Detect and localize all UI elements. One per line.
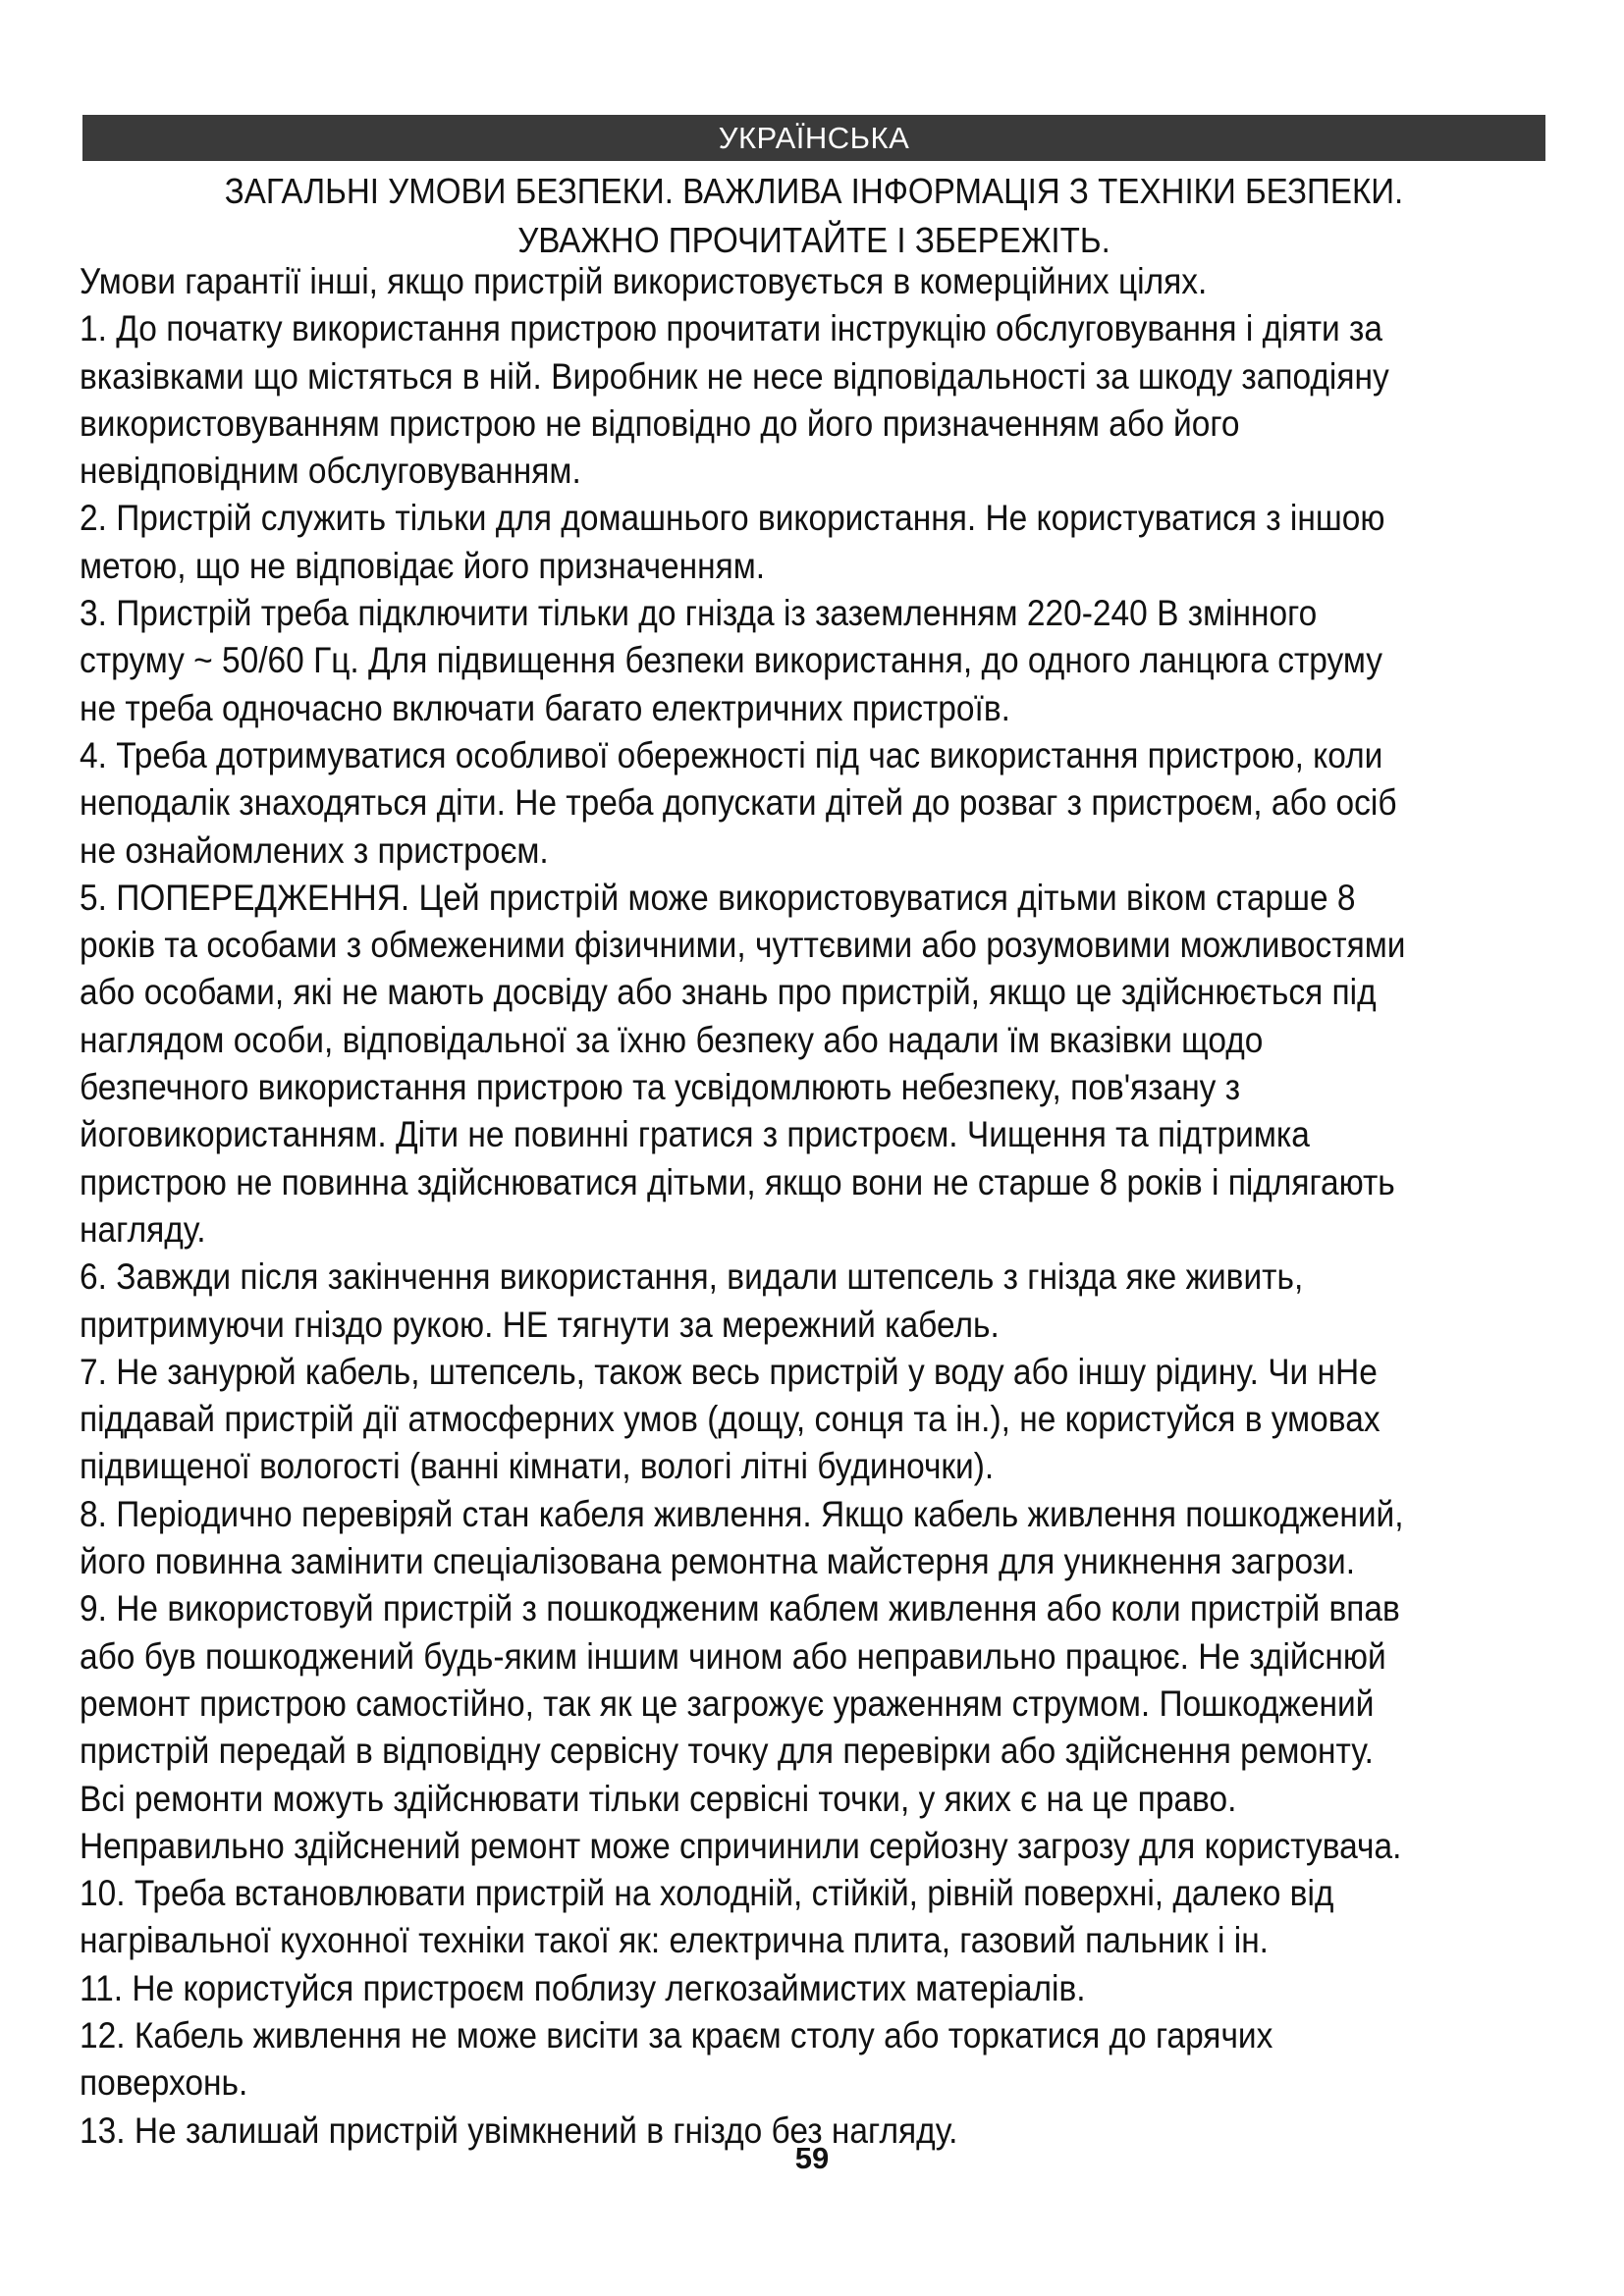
instruction-paragraph: [80, 305, 1466, 495]
safety-title: [141, 167, 1488, 265]
instruction-paragraph: [80, 875, 1466, 1254]
paragraph-line: невідповідним обслуговуванням.: [80, 451, 581, 492]
paragraph-line: неподалік знаходяться діти. Не треба допускати дітей до розваг з пристроєм, або осіб: [80, 782, 1397, 824]
paragraph-line: 6. Завжди після закінчення використання, видали штепсель з гнізда яке живить,: [80, 1256, 1304, 1298]
paragraph-line: не ознайомлених з пристроєм.: [80, 829, 549, 871]
paragraph-line: струму ~ 50/60 Гц. Для підвищення безпеки використання, до одного ланцюга струму: [80, 640, 1383, 681]
paragraph-line: 3. Пристрій треба підключити тільки до гнізда із заземленням 220-240 В змінного: [80, 593, 1318, 634]
safety-instructions-body: [80, 258, 1466, 2155]
instruction-paragraph: [80, 590, 1466, 732]
paragraph-line: 2. Пристрій служить тільки для домашнього використання. Не користуватися з іншою: [80, 498, 1385, 539]
paragraph-line: притримуючи гніздо рукою. НЕ тягнути за мережний кабель.: [80, 1304, 1000, 1345]
paragraph-line: не треба одночасно включати багато електричних пристроїв.: [80, 687, 1010, 728]
paragraph-line: 1. До початку використання пристрою прочитати інструкцію обслуговування і діяти за: [80, 308, 1383, 349]
paragraph-line: Умови гарантії інші, якщо пристрій використовується в комерційних цілях.: [80, 261, 1208, 301]
page-number: 59: [794, 2141, 830, 2175]
paragraph-line: 13. Не залишай пристрій увімкнений в гніздо без нагляду.: [80, 2109, 958, 2151]
paragraph-line: або особами, які не мають досвіду або знань про пристрій, якщо це здійснюється під: [80, 972, 1377, 1013]
paragraph-line: 4. Треба дотримуватися особливої обережності під час використання пристрою, коли: [80, 734, 1383, 775]
instruction-paragraph: [80, 258, 1466, 305]
paragraph-line: років та особами з обмеженими фізичними, чуттєвими або розумовими можливостями: [80, 925, 1406, 966]
instruction-paragraph: [80, 1585, 1466, 1870]
paragraph-line: ремонт пристрою самостійно, так як це загрожує ураженням струмом. Пошкоджений: [80, 1682, 1375, 1724]
paragraph-line: або був пошкоджений будь-яким іншим чином або неправильно працює. Не здійснюй: [80, 1635, 1386, 1677]
paragraph-line: 7. Не занурюй кабель, штепсель, також весь пристрій у воду або іншу рідину. Чи нНе: [80, 1351, 1378, 1392]
paragraph-line: вказівками що містяться в ній. Виробник не несе відповідальності за шкоду заподіяну: [80, 355, 1389, 397]
paragraph-line: наглядом особи, відповідальної за їхню безпеку або надали їм вказівки щодо: [80, 1019, 1264, 1060]
instruction-paragraph: [80, 1870, 1466, 1965]
paragraph-line: метою, що не відповідає його призначенням.: [80, 545, 766, 586]
paragraph-line: Всі ремонти можуть здійснювати тільки сервісні точки, у яких є на це право.: [80, 1778, 1237, 1819]
paragraph-line: 11. Не користуйся пристроєм поблизу легкозаймистих матеріалів.: [80, 1967, 1086, 2008]
instruction-paragraph: [80, 1349, 1466, 1491]
paragraph-line: підвищеної вологості (ванні кімнати, вологі літні будиночки).: [80, 1446, 995, 1487]
paragraph-line: нагрівальної кухонної техніки такої як: електрична плита, газовий пальник і ін.: [80, 1920, 1269, 1961]
paragraph-line: пристрою не повинна здійснюватися дітьми, якщо вони не старше 8 років і підлягають: [80, 1161, 1395, 1202]
paragraph-line: 10. Треба встановлювати пристрій на холодній, стійкій, рівній поверхні, далеко від: [80, 1873, 1334, 1914]
paragraph-line: 5. ПОПЕРЕДЖЕННЯ. Цей пристрій може використовуватися дітьми віком старше 8: [80, 877, 1356, 918]
title-line: УВАЖНО ПРОЧИТАЙТЕ І ЗБЕРЕЖІТЬ.: [517, 220, 1110, 260]
paragraph-line: піддавай пристрій дії атмосферних умов (дощу, сонця та ін.), не користуйся в умовах: [80, 1399, 1380, 1440]
title-line: ЗАГАЛЬНІ УМОВИ БЕЗПЕКИ. ВАЖЛИВА ІНФОРМАЦІЯ З ТЕХНІКИ БЕЗПЕКИ.: [224, 171, 1404, 211]
paragraph-line: 12. Кабель живлення не може висіти за краєм столу або торкатися до гарячих: [80, 2014, 1273, 2056]
language-header-bar: УКРАЇНСЬКА: [82, 115, 1545, 161]
instruction-paragraph: [80, 732, 1466, 875]
paragraph-line: 8. Періодично перевіряй стан кабеля живлення. Якщо кабель живлення пошкоджений,: [80, 1493, 1404, 1534]
instruction-paragraph: [80, 1491, 1466, 1586]
paragraph-line: використовуванням пристрою не відповідно до його призначенням або його: [80, 402, 1240, 444]
paragraph-line: пристрій передай в відповідну сервісну точку для перевірки або здійснення ремонту.: [80, 1731, 1374, 1772]
paragraph-line: поверхонь.: [80, 2062, 248, 2104]
paragraph-line: його повинна замінити спеціалізована ремонтна майстерня для уникнення загрози.: [80, 1541, 1356, 1582]
instruction-paragraph: [80, 1965, 1466, 2012]
paragraph-line: нагляду.: [80, 1208, 206, 1250]
instruction-paragraph: [80, 1254, 1466, 1349]
instruction-paragraph: [80, 495, 1466, 590]
paragraph-line: 9. Не використовуй пристрій з пошкодженим каблем живлення або коли пристрій впав: [80, 1588, 1400, 1629]
paragraph-line: йоговикористанням. Діти не повинні гратися з пристроєм. Чищення та підтримка: [80, 1114, 1310, 1155]
paragraph-line: безпечного використання пристрою та усвідомлюють небезпеку, пов'язану з: [80, 1067, 1241, 1108]
instruction-paragraph: [80, 2012, 1466, 2108]
paragraph-line: Неправильно здійснений ремонт може спричинили серйозну загрозу для користувача.: [80, 1825, 1402, 1866]
